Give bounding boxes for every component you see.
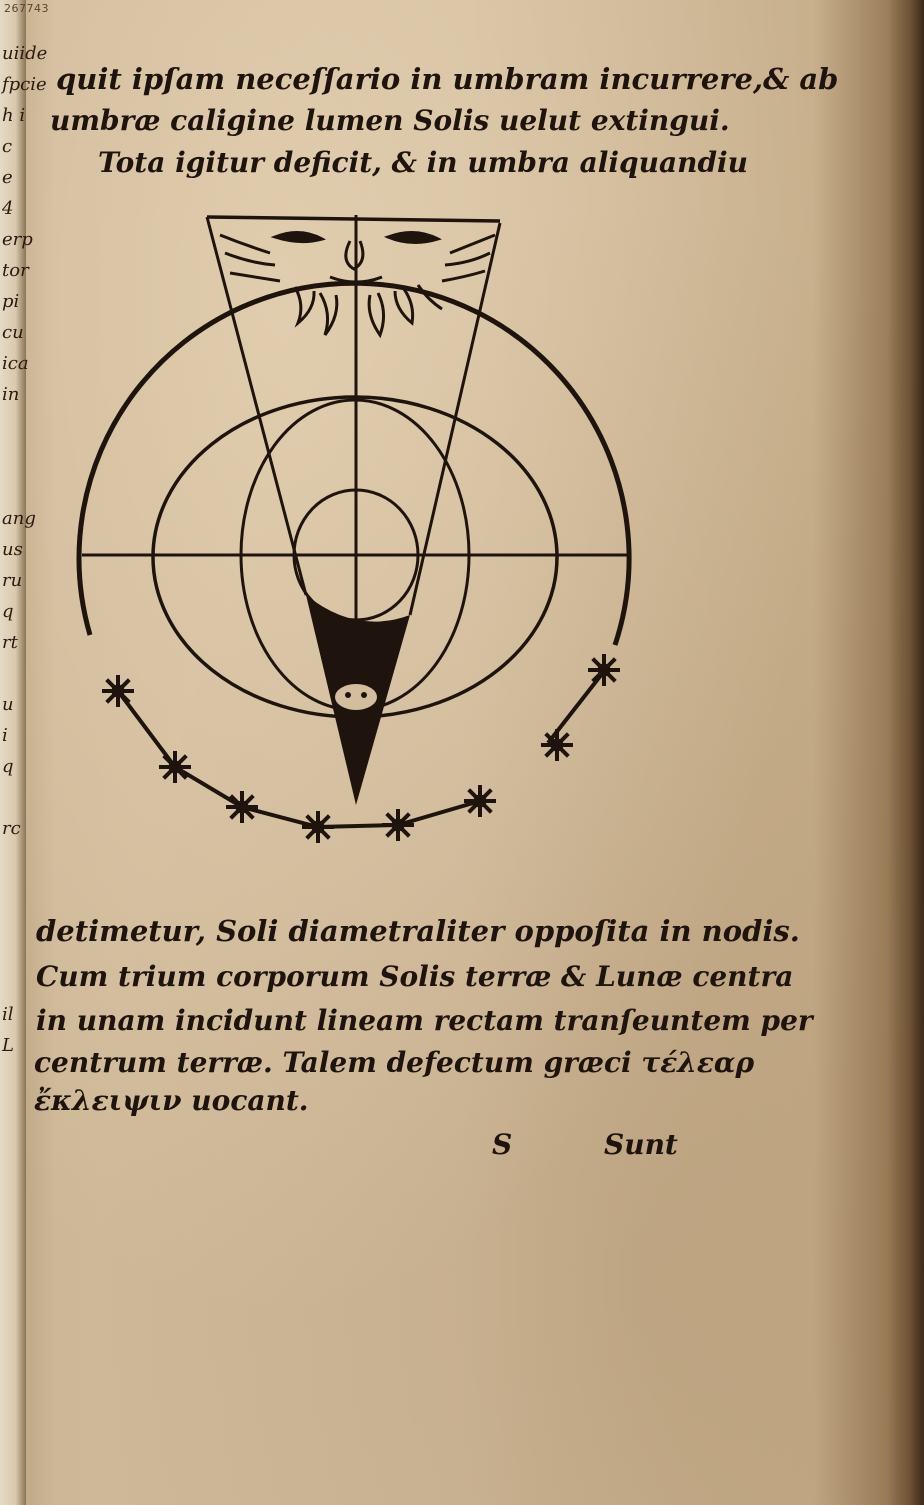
- margin-fragment: us: [2, 539, 23, 560]
- outer-orbit: [79, 283, 629, 645]
- star-icon: [464, 785, 496, 817]
- margin-fragment: h i: [2, 105, 26, 126]
- text-line: detimetur, Soli diametraliter oppoſita in nodis.: [36, 914, 800, 948]
- sun-top: [207, 217, 500, 221]
- margin-fragment: [2, 937, 26, 968]
- margin-fragment: tor: [2, 260, 29, 281]
- page-id: 267743: [4, 2, 49, 15]
- margin-fragment: cu: [2, 322, 24, 343]
- signature-mark: S: [492, 1128, 513, 1161]
- right-orbit-tail: [548, 670, 605, 743]
- margin-fragment: rt: [2, 632, 18, 653]
- margin-fragment: uiide: [2, 43, 48, 64]
- star-icon: [159, 751, 191, 783]
- lunar-eclipse-diagram: [70, 205, 650, 855]
- moon-in-shadow: [334, 683, 378, 711]
- margin-fragment: [2, 441, 26, 472]
- page-edge-shadow: [888, 0, 924, 1505]
- margin-fragment: q: [2, 601, 14, 622]
- margin-fragment: e 4: [2, 167, 14, 219]
- text-line: centrum terræ. Talem defectum græci τέλεαρ: [34, 1046, 755, 1079]
- text-line: ἔκλειψιν uocant.: [34, 1084, 309, 1117]
- margin-fragment: ru: [2, 570, 23, 591]
- margin-fragment: il: [2, 1004, 14, 1025]
- margin-fragment: in: [2, 384, 20, 405]
- margin-fragment: ica: [2, 353, 29, 374]
- text-line: Tota igitur deficit, & in umbra aliquandiu: [98, 146, 749, 179]
- catchword: Sunt: [604, 1128, 678, 1161]
- margin-fragment: rc: [2, 818, 21, 839]
- margin-fragment: pi: [2, 291, 20, 312]
- margin-fragment: [2, 844, 26, 875]
- margin-fragment: fpcie: [2, 74, 47, 95]
- margin-fragment: q: [2, 756, 14, 777]
- margin-fragment: c: [2, 136, 13, 157]
- margin-fragment: [2, 906, 26, 937]
- star-icon: [102, 675, 134, 707]
- margin-fragment: [2, 658, 26, 689]
- star-icon: [382, 809, 414, 841]
- star-icon: [302, 811, 334, 843]
- margin-fragment: L: [2, 1035, 14, 1056]
- margin-fragment: [2, 968, 26, 999]
- star-icon: [226, 791, 258, 823]
- margin-fragment: erp: [2, 229, 33, 250]
- margin-fragment: [2, 472, 26, 503]
- margin-fragment: [2, 410, 26, 441]
- text-line: quit ipſam neceſſario in umbram incurrere,& ab: [56, 62, 839, 96]
- margin-fragment: i: [2, 725, 8, 746]
- margin-fragment: u: [2, 694, 14, 715]
- text-line: umbræ caligine lumen Solis uelut extingui.: [50, 104, 730, 137]
- text-line: Cum trium corporum Solis terræ & Lunæ centra: [36, 960, 794, 993]
- text-line: in unam incidunt lineam rectam tranſeuntem per: [36, 1004, 813, 1037]
- margin-fragment: [2, 875, 26, 906]
- margin-fragment: [2, 782, 26, 813]
- margin-fragment: ang: [2, 508, 36, 529]
